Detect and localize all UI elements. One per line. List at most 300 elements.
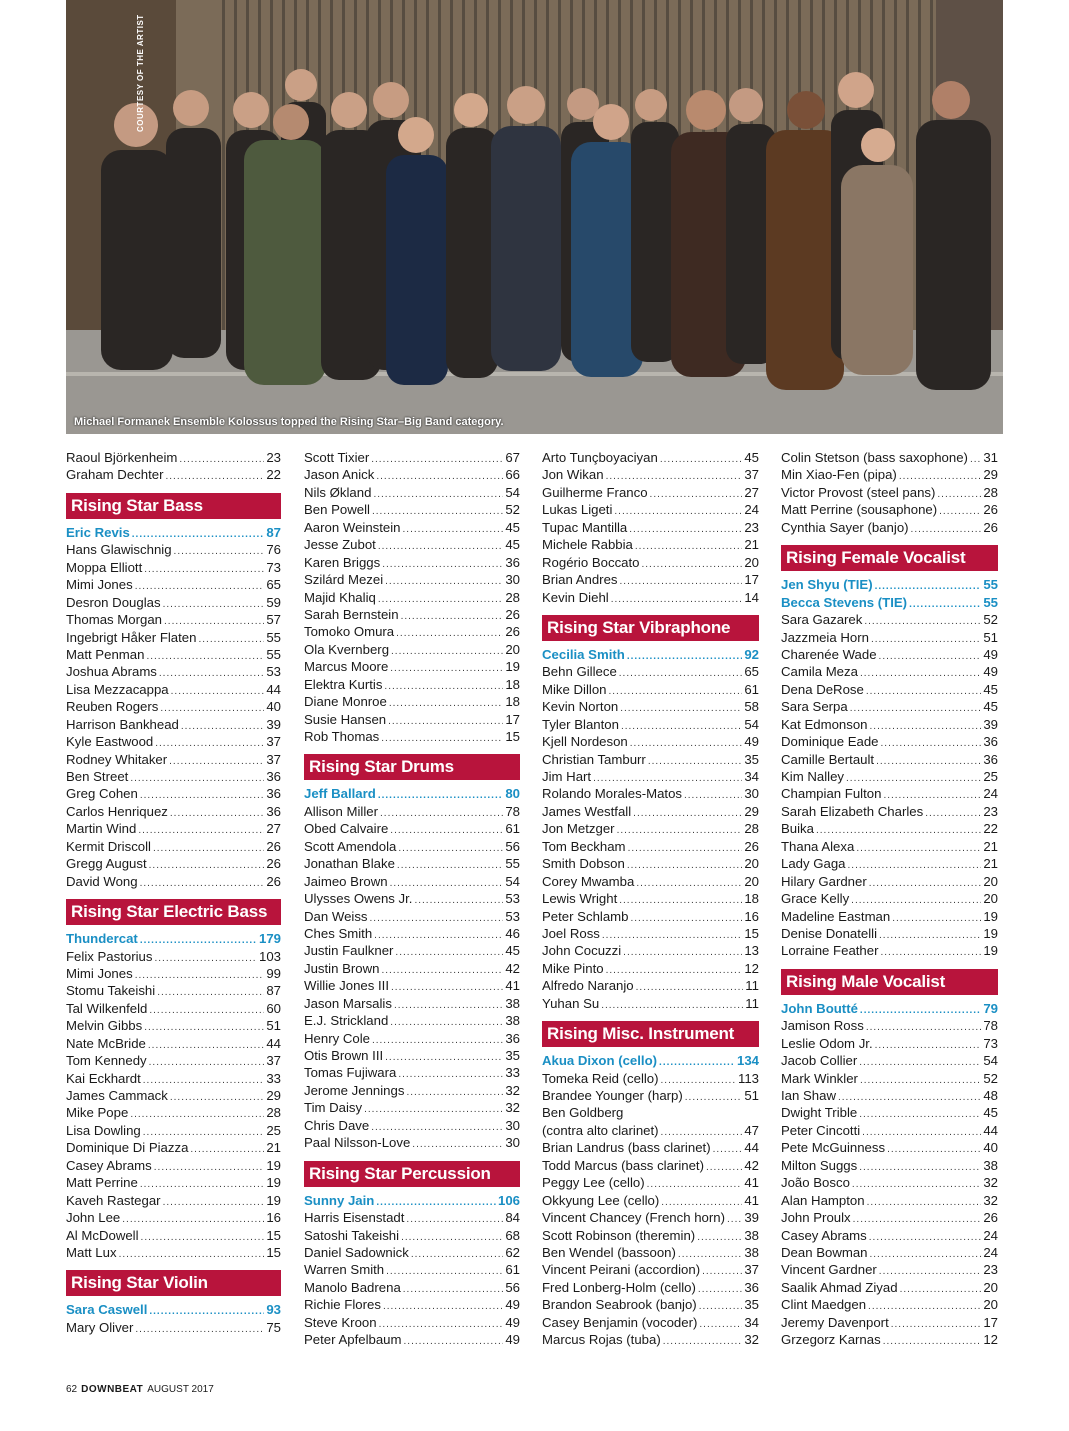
result-entry <box>542 1122 759 1139</box>
result-entry <box>781 1122 998 1139</box>
dot-leader <box>397 857 503 872</box>
entry-votes: 67 <box>505 450 520 465</box>
entry-name: Victor Provost (steel pans) <box>781 484 936 500</box>
dot-leader <box>860 1072 981 1087</box>
dot-leader <box>141 1229 265 1244</box>
dot-leader <box>381 730 503 745</box>
dot-leader <box>394 997 503 1012</box>
issue-date: AUGUST 2017 <box>147 1384 214 1395</box>
entry-name: Thundercat <box>66 931 138 947</box>
entry-name: Tal Wilkenfeld <box>66 1000 148 1016</box>
result-entry <box>66 751 281 768</box>
result-entry <box>542 1244 759 1261</box>
entry-name: Matt Perrine (sousaphone) <box>781 502 938 518</box>
entry-name: Jazzmeia Horn <box>781 629 869 645</box>
entry-name: Diane Monroe <box>304 694 387 710</box>
entry-votes: 32 <box>983 1175 998 1191</box>
result-entry <box>66 541 281 558</box>
result-entry <box>781 1314 998 1331</box>
entry-votes: 33 <box>505 1065 520 1081</box>
dot-leader <box>627 857 743 872</box>
result-entry <box>781 716 998 733</box>
entry-votes: 34 <box>744 769 759 784</box>
entry-name: Mimi Jones <box>66 577 133 593</box>
entry-name: Vincent Chancey (French horn) <box>542 1210 726 1226</box>
entry-name: Cecilia Smith <box>542 646 625 662</box>
entry-name: Allison Miller <box>304 803 379 819</box>
entry-votes: 92 <box>744 646 759 662</box>
entry-votes: 68 <box>505 1227 520 1243</box>
dot-leader <box>860 665 981 680</box>
entry-name: Peggy Lee (cello) <box>542 1175 645 1191</box>
entry-votes: 24 <box>983 786 998 802</box>
dot-leader <box>851 892 981 907</box>
winner-entry <box>781 576 998 593</box>
entry-name: Eric Revis <box>66 524 130 540</box>
entry-votes: 29 <box>744 803 759 819</box>
result-entry <box>542 768 759 785</box>
dot-leader <box>879 1263 982 1278</box>
entry-votes: 49 <box>505 1314 520 1330</box>
dot-leader <box>401 1229 503 1244</box>
dot-leader <box>869 1229 982 1244</box>
entry-votes: 17 <box>744 572 759 588</box>
entry-votes: 30 <box>505 572 520 588</box>
result-entry <box>781 1052 998 1069</box>
entry-votes: 54 <box>744 716 759 732</box>
category-header: Rising Star Vibraphone <box>542 615 759 641</box>
entry-votes: 57 <box>266 612 281 628</box>
result-entry <box>66 1192 281 1209</box>
dot-leader <box>153 840 264 855</box>
entry-name: Fred Lonberg-Holm (cello) <box>542 1279 696 1295</box>
result-entry <box>304 820 520 837</box>
dot-leader <box>403 521 504 536</box>
result-entry <box>542 751 759 768</box>
result-entry <box>542 925 759 942</box>
result-entry <box>66 646 281 663</box>
entry-votes: 49 <box>505 1332 520 1348</box>
result-entry <box>66 663 281 680</box>
entry-votes: 28 <box>266 1105 281 1121</box>
result-entry <box>66 629 281 646</box>
result-entry <box>304 1030 520 1047</box>
dot-leader <box>386 1263 503 1278</box>
result-entry <box>542 698 759 715</box>
entry-name: Marcus Moore <box>304 659 389 675</box>
result-entry <box>66 1070 281 1087</box>
result-entry <box>66 1174 281 1191</box>
entry-name: Lewis Wright <box>542 891 618 907</box>
result-entry <box>542 995 759 1012</box>
entry-votes: 25 <box>266 1122 281 1138</box>
entry-name: Jamison Ross <box>781 1018 864 1034</box>
dot-leader <box>154 1159 265 1174</box>
dot-leader <box>406 1084 503 1099</box>
result-entry <box>542 942 759 959</box>
result-entry <box>542 890 759 907</box>
entry-votes: 61 <box>744 681 759 697</box>
winner-entry <box>304 785 520 802</box>
entry-name: Joshua Abrams <box>66 664 157 680</box>
entry-name: Jason Anick <box>304 467 375 483</box>
entry-name: Camille Bertault <box>781 751 875 767</box>
entry-name: John Proulx <box>781 1210 851 1226</box>
entry-votes: 113 <box>737 1070 759 1086</box>
dot-leader <box>371 451 503 466</box>
entry-votes: 60 <box>266 1000 281 1016</box>
result-entry <box>66 1000 281 1017</box>
result-entry <box>66 594 281 611</box>
result-entry <box>542 484 759 501</box>
dot-leader <box>119 1246 265 1261</box>
result-entry <box>781 1157 998 1174</box>
entry-name: Sarah Elizabeth Charles <box>781 803 924 819</box>
dot-leader <box>388 713 503 728</box>
entry-name: John Lee <box>66 1210 121 1226</box>
entry-name: Yuhan Su <box>542 995 600 1011</box>
entry-name: Ulysses Owens Jr. <box>304 891 413 907</box>
result-entry <box>781 1017 998 1034</box>
entry-name: Desron Douglas <box>66 594 161 610</box>
entry-votes: 55 <box>983 577 998 593</box>
result-entry <box>304 1331 520 1348</box>
dot-leader <box>140 875 265 890</box>
entry-name: Manolo Badrena <box>304 1279 401 1295</box>
result-entry <box>304 942 520 959</box>
entry-name: Thana Alexa <box>781 838 855 854</box>
dot-leader <box>390 1014 503 1029</box>
entry-votes: 27 <box>744 484 759 500</box>
entry-votes: 38 <box>744 1227 759 1243</box>
result-entry <box>66 1139 281 1156</box>
dot-leader <box>164 613 264 628</box>
result-entry <box>781 611 998 628</box>
entry-votes: 37 <box>266 751 281 767</box>
entry-name: Todd Marcus (bass clarinet) <box>542 1157 704 1173</box>
result-entry <box>304 1012 520 1029</box>
dot-leader <box>619 665 743 680</box>
entry-name: Ola Kvernberg <box>304 641 390 657</box>
result-entry <box>66 559 281 576</box>
entry-name: Kevin Diehl <box>542 589 609 605</box>
dot-leader <box>859 1106 981 1121</box>
dot-leader <box>149 1054 265 1069</box>
dot-leader <box>647 1176 743 1191</box>
dot-leader <box>848 857 982 872</box>
entry-votes: 99 <box>266 965 281 981</box>
dot-leader <box>144 561 264 576</box>
entry-votes: 15 <box>744 925 759 941</box>
result-entry <box>781 629 998 646</box>
result-entry <box>542 820 759 837</box>
results-column-3 <box>542 449 759 1349</box>
dot-leader <box>155 735 264 750</box>
entry-votes: 76 <box>266 542 281 558</box>
entry-name: Raoul Björkenheim <box>66 450 178 465</box>
entry-votes: 37 <box>266 734 281 750</box>
result-entry <box>781 484 998 501</box>
entry-votes: 17 <box>505 711 520 727</box>
entry-votes: 65 <box>266 577 281 593</box>
dot-leader <box>372 1032 503 1047</box>
entry-votes: 62 <box>505 1244 520 1260</box>
result-entry <box>304 977 520 994</box>
result-entry <box>66 576 281 593</box>
entry-votes: 54 <box>505 873 520 889</box>
entry-votes: 53 <box>505 891 520 907</box>
entry-votes: 36 <box>744 1279 759 1295</box>
entry-name: Rob Thomas <box>304 729 380 744</box>
entry-name: Charenée Wade <box>781 646 877 662</box>
result-entry <box>781 519 998 536</box>
entry-name: Okkyung Lee (cello) <box>542 1192 660 1208</box>
dot-leader <box>685 1089 743 1104</box>
entry-name: Grzegorz Karnas <box>781 1332 881 1348</box>
entry-votes: 39 <box>266 716 281 732</box>
dot-leader <box>661 1072 736 1087</box>
dot-leader <box>623 944 742 959</box>
dot-leader <box>852 1176 981 1191</box>
result-entry <box>781 1139 998 1156</box>
dot-leader <box>883 787 981 802</box>
result-entry <box>542 1209 759 1226</box>
magazine-name: DOWNBEAT <box>81 1384 144 1395</box>
entry-name: Behn Gillece <box>542 664 617 680</box>
entry-name: Jaimeo Brown <box>304 873 388 889</box>
dot-leader <box>148 1037 264 1052</box>
dot-leader <box>876 753 981 768</box>
result-entry <box>781 838 998 855</box>
result-entry <box>66 611 281 628</box>
entry-name: Scott Robinson (theremin) <box>542 1227 696 1243</box>
entry-name: Alfredo Naranjo <box>542 978 634 994</box>
entry-name: John Boutté <box>781 1000 858 1016</box>
entry-votes: 20 <box>505 641 520 657</box>
entry-name: Carlos Henriquez <box>66 803 168 819</box>
dot-leader <box>403 1281 504 1296</box>
result-entry <box>781 1261 998 1278</box>
results-column-4 <box>781 449 998 1349</box>
entry-name: Peter Cincotti <box>781 1122 861 1138</box>
entry-votes: 52 <box>983 1070 998 1086</box>
result-entry <box>304 1134 520 1151</box>
entry-votes: 36 <box>266 769 281 784</box>
entry-votes: 41 <box>744 1175 759 1191</box>
result-entry <box>304 519 520 536</box>
result-entry <box>304 890 520 907</box>
entry-name: Rogério Boccato <box>542 554 640 570</box>
results-column-2 <box>304 449 520 1349</box>
dot-leader <box>887 1141 981 1156</box>
entry-votes: 19 <box>983 908 998 924</box>
entry-name: Brian Andres <box>542 572 618 588</box>
entry-votes: 45 <box>983 681 998 697</box>
result-entry <box>66 1035 281 1052</box>
entry-name: Otis Brown III <box>304 1048 384 1063</box>
entry-votes: 20 <box>983 1297 998 1313</box>
entry-votes: 19 <box>983 943 998 959</box>
entry-votes: 24 <box>983 1244 998 1260</box>
entry-name: Richie Flores <box>304 1297 381 1313</box>
result-entry <box>66 1209 281 1226</box>
dot-leader <box>853 1211 982 1226</box>
entry-name: Majid Khaliq <box>304 589 376 605</box>
dot-leader <box>879 927 981 942</box>
entry-votes: 19 <box>266 1175 281 1191</box>
category-header: Rising Female Vocalist <box>781 545 998 571</box>
entry-name: Min Xiao-Fen (pipa) <box>781 467 897 483</box>
entry-votes: 42 <box>505 960 520 976</box>
result-entry <box>304 449 520 466</box>
category-header: Rising Star Percussion <box>304 1161 520 1187</box>
result-entry <box>781 698 998 715</box>
result-entry <box>304 554 520 571</box>
entry-name: Dwight Trible <box>781 1105 858 1121</box>
entry-votes: 179 <box>258 931 281 947</box>
result-entry <box>542 1157 759 1174</box>
result-entry <box>781 1279 998 1296</box>
entry-name: Peter Apfelbaum <box>304 1332 402 1348</box>
result-entry <box>304 484 520 501</box>
entry-name: Dean Bowman <box>781 1244 868 1260</box>
result-entry <box>542 681 759 698</box>
dot-leader <box>925 805 981 820</box>
entry-name: Lukas Ligeti <box>542 502 613 518</box>
entry-name: Elektra Kurtis <box>304 676 383 692</box>
entry-votes: 45 <box>983 1105 998 1121</box>
result-entry <box>304 676 520 693</box>
result-entry <box>542 519 759 536</box>
entry-votes: 49 <box>744 734 759 750</box>
result-entry <box>66 965 281 982</box>
entry-votes: 28 <box>744 821 759 837</box>
entry-name: Hans Glawischnig <box>66 542 172 558</box>
entry-votes: 32 <box>505 1100 520 1116</box>
entry-votes: 26 <box>505 606 520 622</box>
entry-name: Ben Goldberg <box>542 1105 624 1121</box>
entry-name: Brandon Seabrook (banjo) <box>542 1297 697 1313</box>
entry-votes: 12 <box>744 960 759 976</box>
entry-votes: 25 <box>983 769 998 784</box>
entry-name: James Westfall <box>542 803 632 819</box>
entry-name: Ben Street <box>66 769 129 784</box>
result-entry <box>542 733 759 750</box>
result-entry <box>66 466 281 483</box>
entry-votes: 28 <box>505 589 520 605</box>
result-entry <box>304 803 520 820</box>
dot-leader <box>869 875 982 890</box>
entry-votes: 17 <box>983 1314 998 1330</box>
entry-votes: 103 <box>258 948 281 964</box>
dot-leader <box>883 1333 982 1348</box>
entry-votes: 12 <box>983 1332 998 1348</box>
entry-votes: 20 <box>983 891 998 907</box>
dot-leader <box>909 596 981 611</box>
result-entry <box>542 873 759 890</box>
dot-leader <box>165 468 264 483</box>
result-entry <box>304 1244 520 1261</box>
entry-name: James Cammack <box>66 1088 168 1103</box>
entry-votes: 49 <box>505 1297 520 1313</box>
entry-votes: 11 <box>745 978 759 994</box>
entry-name: Karen Briggs <box>304 554 381 570</box>
entry-votes: 66 <box>505 467 520 483</box>
dot-leader <box>879 648 982 663</box>
result-entry <box>542 977 759 994</box>
entry-votes: 40 <box>983 1140 998 1156</box>
dot-leader <box>122 1211 264 1226</box>
photo-credit: COURTESY OF THE ARTIST <box>136 14 145 132</box>
dot-leader <box>401 608 504 623</box>
band-photo <box>66 0 1003 434</box>
dot-leader <box>706 1159 742 1174</box>
entry-votes: 45 <box>505 537 520 553</box>
dot-leader <box>866 683 981 698</box>
dot-leader <box>371 1119 503 1134</box>
entry-votes: 93 <box>266 1302 281 1318</box>
entry-name: E.J. Strickland <box>304 1013 389 1029</box>
dot-leader <box>170 1089 264 1104</box>
entry-votes: 56 <box>505 838 520 854</box>
entry-name: Sara Caswell <box>66 1302 148 1318</box>
result-entry <box>66 1104 281 1121</box>
entry-name: Jesse Zubot <box>304 537 376 553</box>
dot-leader <box>149 1002 264 1017</box>
entry-name: Leslie Odom Jr. <box>781 1035 873 1051</box>
entry-votes: 54 <box>505 484 520 500</box>
result-entry <box>781 855 998 872</box>
result-entry <box>304 501 520 518</box>
entry-name: Greg Cohen <box>66 786 138 802</box>
result-entry <box>542 589 759 606</box>
entry-votes: 30 <box>505 1117 520 1133</box>
dot-leader <box>179 451 264 466</box>
entry-name: (contra alto clarinet) <box>542 1122 659 1138</box>
entry-name: Matt Lux <box>66 1244 117 1260</box>
dot-leader <box>143 1072 265 1087</box>
entry-votes: 52 <box>983 612 998 628</box>
result-entry <box>66 733 281 750</box>
entry-name: Mary Oliver <box>66 1319 134 1335</box>
result-entry <box>781 1070 998 1087</box>
result-entry <box>781 768 998 785</box>
dot-leader <box>135 967 265 982</box>
entry-name: Casey Abrams <box>66 1157 152 1173</box>
entry-votes: 20 <box>983 873 998 889</box>
dot-leader <box>159 665 264 680</box>
dot-leader <box>635 538 742 553</box>
result-entry <box>66 982 281 999</box>
dot-leader <box>648 753 743 768</box>
entry-votes: 26 <box>505 624 520 640</box>
entry-name: Thomas Morgan <box>66 612 163 628</box>
entry-name: Mimi Jones <box>66 965 133 981</box>
entry-votes: 44 <box>983 1122 998 1138</box>
dot-leader <box>170 805 264 820</box>
result-entry <box>66 1087 281 1104</box>
entry-votes: 23 <box>983 803 998 819</box>
dot-leader <box>364 1101 503 1116</box>
dot-leader <box>621 718 742 733</box>
dot-leader <box>373 486 503 501</box>
result-entry <box>66 1244 281 1261</box>
dot-leader <box>937 486 981 501</box>
dot-leader <box>899 468 982 483</box>
entry-name: Akua Dixon (cello) <box>542 1053 658 1069</box>
entry-votes: 28 <box>983 484 998 500</box>
entry-votes: 36 <box>266 786 281 802</box>
